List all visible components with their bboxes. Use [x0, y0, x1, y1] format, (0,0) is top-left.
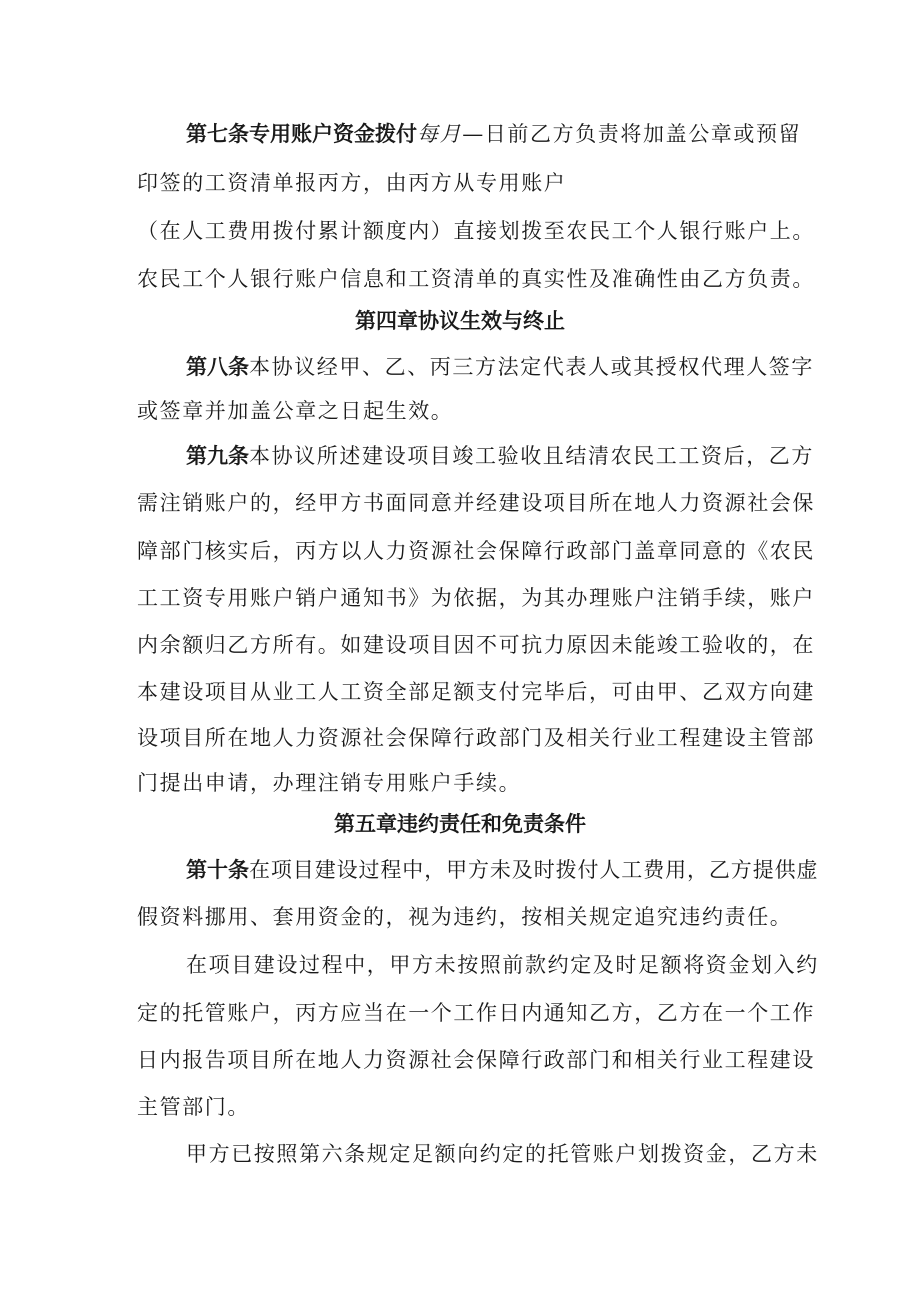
art7-line-2: 印签的工资清单报丙方，由丙方从专用账户 [137, 171, 567, 195]
art10-label: 第十条 [186, 858, 249, 882]
para2-line-2: 定的托管账户，丙方应当在一个工作日内通知乙方，乙方在一个工作 [137, 1001, 815, 1025]
art8-l1-text: 本协议经甲、乙、丙三方法定代表人或其授权代理人签字 [249, 355, 814, 379]
chapter4-heading: 第四章协议生效与终止 [355, 309, 565, 333]
art9-line-7: 设项目所在地人力资源社会保障行政部门及相关行业工程建设主管部 [137, 726, 815, 750]
art8-line-1 [186, 352, 814, 382]
art9-line-2: 需注销账户的，经甲方书面同意并经建设项目所在地人力资源社会保 [137, 491, 815, 515]
art7-line-1 [186, 119, 802, 149]
art10-line-1 [186, 855, 819, 885]
chapter5-heading: 第五章违约责任和免责条件 [334, 812, 586, 836]
para2-line-4: 主管部门。 [137, 1095, 250, 1119]
art7-italic: 每月 [417, 122, 463, 146]
art9-l1-text: 本协议所述建设项目竣工验收且结清农民工工资后，乙方 [249, 444, 814, 468]
art10-line-2: 假资料挪用、套用资金的，视为违约，按相关规定追究违约责任。 [137, 905, 793, 929]
art9-line-6: 本建设项目从业工人工资全部足额支付完毕后，可由甲、乙双方向建 [137, 680, 815, 704]
para2-line-3: 日内报告项目所在地人力资源社会保障行政部门和相关行业工程建设 [137, 1048, 815, 1072]
art9-line-3: 障部门核实后，丙方以人力资源社会保障行政部门盖章同意的《农民 [137, 539, 815, 563]
art8-label: 第八条 [186, 355, 249, 379]
art9-line-1 [186, 441, 814, 471]
art7-label: 第七条专用账户资金拨付 [186, 122, 417, 146]
art10-l1-text: 在项目建设过程中，甲方未及时拨付人工费用，乙方提供虚 [249, 858, 819, 882]
art9-label: 第九条 [186, 444, 249, 468]
art8-line-2: 或签章并加盖公章之日起生效。 [137, 399, 454, 423]
art9-line-8: 门提出申请，办理注销专用账户手续。 [137, 771, 522, 795]
para2-line-1: 在项目建设过程中，甲方未按照前款约定及时足额将资金划入约 [186, 953, 819, 977]
art9-line-4: 工工资专用账户销户通知书》为依据，为其办理账户注销手续，账户 [137, 586, 815, 610]
art9-line-5: 内余额归乙方所有。如建设项目因不可抗力原因未能竣工验收的，在 [137, 633, 815, 657]
art7-line-4: 农民工个人银行账户信息和工资清单的真实性及准确性由乙方负责。 [137, 267, 815, 291]
para3-line-1: 甲方已按照第六条规定足额向约定的托管账户划拨资金，乙方未 [186, 1142, 819, 1166]
art7-line-3: （在人工费用拨付累计额度内）直接划拨至农民工个人银行账户上。 [137, 219, 815, 243]
art7-l1-rest: —日前乙方负责将加盖公章或预留 [462, 122, 802, 146]
